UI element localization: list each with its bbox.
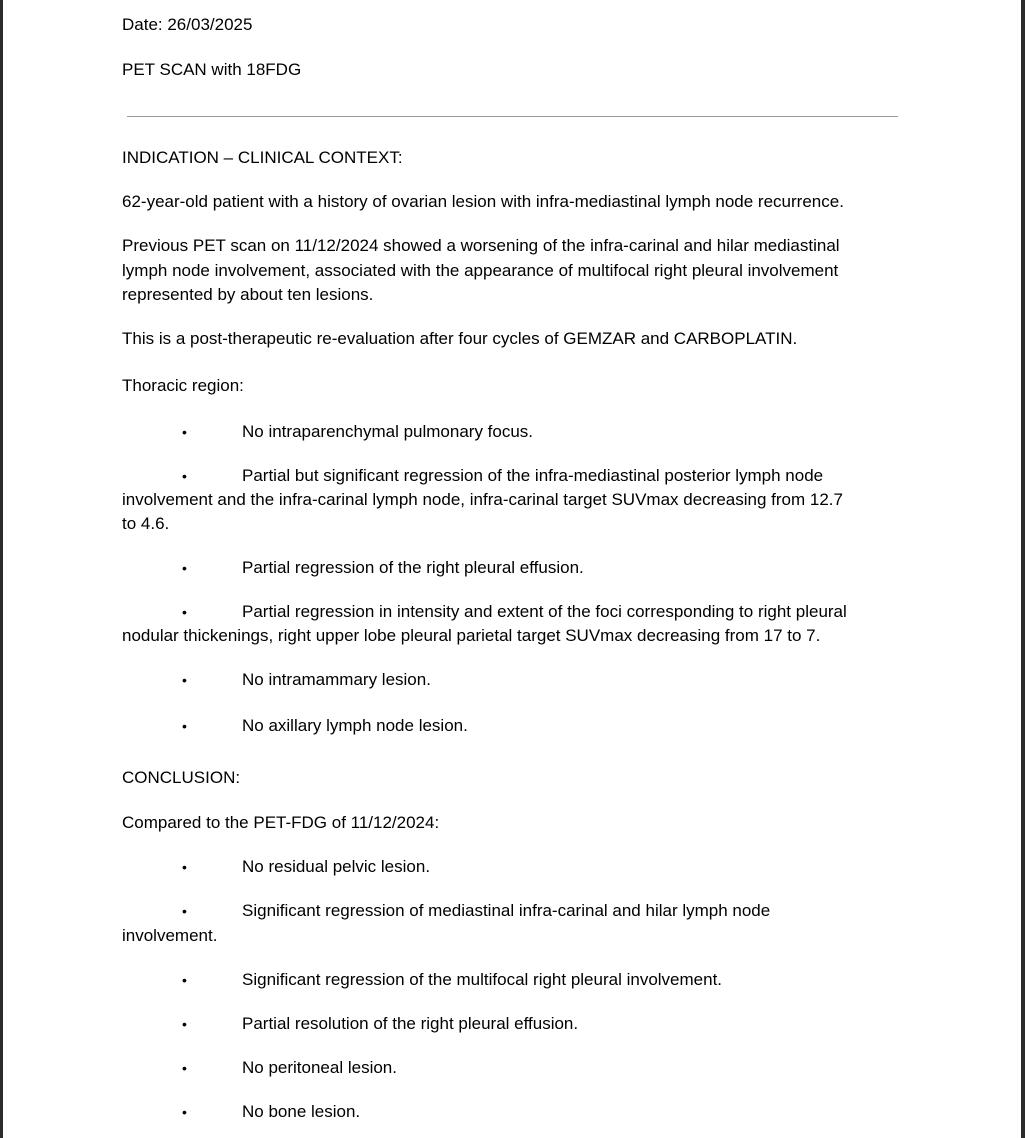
thoracic-item-4-line-1: Partial regression in intensity and extent of the foci corresponding to right pleural: [242, 602, 847, 621]
thoracic-item-4-line-2: nodular thickenings, right upper lobe pleural parietal target SUVmax decreasing from 17 to 7.: [122, 626, 821, 645]
exam-title: PET SCAN with 18FDG: [122, 60, 302, 79]
bullet-glyph: •: [182, 1104, 187, 1120]
reevaluation-note: This is a post-therapeutic re-evaluation after four cycles of GEMZAR and CARBOPLATIN.: [122, 329, 798, 348]
conclusion-item-6: No bone lesion.: [242, 1102, 361, 1121]
bullet-glyph: •: [182, 560, 187, 576]
bullet-glyph: •: [182, 604, 187, 620]
bullet-glyph: •: [182, 672, 187, 688]
previous-scan-line-2: lymph node involvement, associated with the appearance of multifocal right pleural involvement: [122, 261, 839, 280]
patient-history: 62-year-old patient with a history of ovarian lesion with infra-mediastinal lymph node recurrence.: [122, 192, 844, 211]
conclusion-item-2-line-2: involvement.: [122, 926, 218, 945]
thoracic-item-6: No axillary lymph node lesion.: [242, 716, 468, 735]
bullet-glyph: •: [182, 424, 187, 440]
thoracic-item-2-line-3: to 4.6.: [122, 514, 170, 533]
thoracic-heading: Thoracic region:: [122, 376, 244, 395]
bullet-glyph: •: [182, 972, 187, 988]
conclusion-item-3: Significant regression of the multifocal right pleural involvement.: [242, 970, 723, 989]
thoracic-item-1: No intraparenchymal pulmonary focus.: [242, 422, 534, 441]
bullet-glyph: •: [182, 718, 187, 734]
conclusion-item-5: No peritoneal lesion.: [242, 1058, 397, 1077]
window-border-right: [1021, 0, 1025, 1138]
conclusion-item-1: No residual pelvic lesion.: [242, 857, 431, 876]
report-date: Date: 26/03/2025: [122, 15, 253, 34]
conclusion-item-4: Partial resolution of the right pleural effusion.: [242, 1014, 579, 1033]
thoracic-item-5: No intramammary lesion.: [242, 670, 431, 689]
previous-scan-line-1: Previous PET scan on 11/12/2024 showed a worsening of the infra-carinal and hilar mediastinal: [122, 236, 840, 255]
indication-heading: INDICATION – CLINICAL CONTEXT:: [122, 148, 403, 167]
previous-scan-line-3: represented by about ten lesions.: [122, 285, 374, 304]
bullet-glyph: •: [182, 859, 187, 875]
thoracic-item-3: Partial regression of the right pleural effusion.: [242, 558, 584, 577]
bullet-glyph: •: [182, 468, 187, 484]
bullet-glyph: •: [182, 903, 187, 919]
conclusion-heading: CONCLUSION:: [122, 768, 241, 787]
conclusion-item-2-line-1: Significant regression of mediastinal infra-carinal and hilar lymph node: [242, 901, 771, 920]
header-divider: [127, 116, 898, 117]
comparison-note: Compared to the PET-FDG of 11/12/2024:: [122, 813, 440, 832]
thoracic-item-2-line-1: Partial but significant regression of the infra-mediastinal posterior lymph node: [242, 466, 824, 485]
thoracic-item-2-line-2: involvement and the infra-carinal lymph node, infra-carinal target SUVmax decreasing from 12.7: [122, 490, 843, 509]
bullet-glyph: •: [182, 1060, 187, 1076]
report-page: [3, 0, 1021, 1138]
bullet-glyph: •: [182, 1016, 187, 1032]
